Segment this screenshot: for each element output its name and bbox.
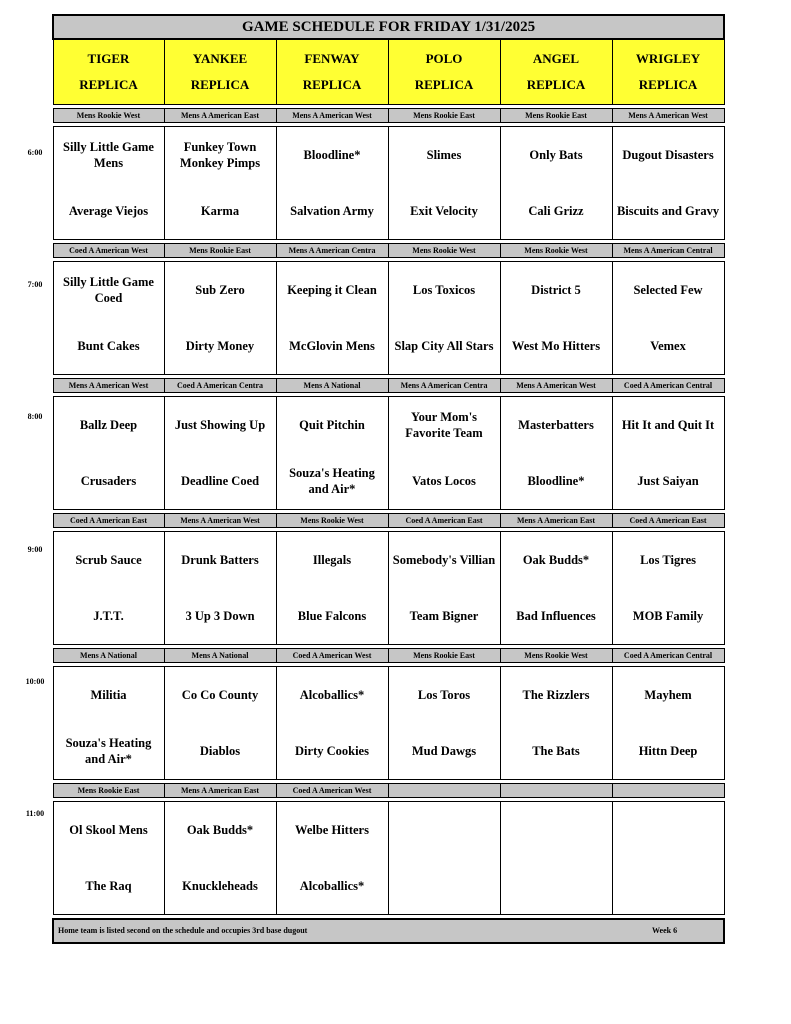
home-team: Hittn Deep — [638, 744, 698, 758]
venue-header — [53, 39, 164, 105]
home-team: Deadline Coed — [180, 474, 260, 488]
division-label: Coed A American West — [276, 784, 388, 798]
game-cell — [500, 127, 612, 240]
home-team: Average Viejos — [68, 204, 149, 218]
home-team: Dirty Money — [185, 339, 255, 353]
away-team: Co Co County — [181, 688, 259, 702]
game-cell — [276, 532, 388, 645]
game-cell — [612, 127, 724, 240]
game-cell — [164, 397, 276, 510]
game-cell — [500, 802, 612, 915]
home-team: Knuckleheads — [182, 879, 258, 893]
schedule-table — [52, 14, 725, 944]
division-label: Coed A American Central — [612, 649, 724, 663]
venue-header — [612, 39, 724, 105]
away-team: Silly Little Game Mens — [63, 140, 154, 170]
division-label: Mens Rookie West — [53, 109, 164, 123]
game-cell — [53, 802, 164, 915]
division-label: Coed A American West — [276, 649, 388, 663]
division-label: Mens A National — [276, 379, 388, 393]
game-cell — [612, 262, 724, 375]
venue-header-row — [53, 39, 724, 105]
away-team: Somebody's Villian — [392, 553, 496, 567]
time-label-9pm: 9:00 — [27, 545, 43, 554]
game-cell — [164, 667, 276, 780]
away-team: Masterbatters — [518, 418, 594, 432]
game-row — [53, 262, 724, 375]
home-team: Alcoballics* — [299, 879, 365, 893]
venue-header — [164, 39, 276, 105]
home-team: MOB Family — [632, 609, 704, 623]
game-cell — [388, 262, 500, 375]
away-team: Hit It and Quit It — [621, 418, 715, 432]
game-cell — [500, 667, 612, 780]
away-team: Funkey Town Monkey Pimps — [179, 140, 261, 170]
home-team — [613, 858, 724, 914]
venue-subtitle: REPLICA — [526, 77, 586, 92]
game-row — [53, 802, 724, 915]
game-cell — [53, 127, 164, 240]
division-row — [53, 109, 724, 123]
home-team — [501, 858, 612, 914]
away-team — [613, 802, 724, 858]
home-team: Bad Influences — [516, 609, 596, 623]
division-label: Coed A American East — [612, 514, 724, 528]
venue-subtitle: REPLICA — [302, 77, 362, 92]
away-team: The Rizzlers — [522, 688, 590, 702]
division-label: Mens Rookie East — [388, 109, 500, 123]
home-team: Diablos — [199, 744, 241, 758]
venue-name: POLO — [425, 51, 463, 66]
division-label: Mens A American West — [164, 514, 276, 528]
division-label: Mens Rookie East — [500, 109, 612, 123]
venue-subtitle: REPLICA — [190, 77, 250, 92]
time-label-7pm: 7:00 — [27, 280, 43, 289]
away-team — [389, 802, 500, 858]
away-team: Keeping it Clean — [287, 283, 377, 297]
game-cell — [53, 667, 164, 780]
venue-header — [500, 39, 612, 105]
game-cell — [164, 532, 276, 645]
home-team: Salvation Army — [290, 204, 374, 218]
venue-subtitle: REPLICA — [79, 77, 138, 92]
game-cell — [500, 262, 612, 375]
away-team: Scrub Sauce — [75, 553, 142, 567]
away-team: Ol Skool Mens — [69, 823, 148, 837]
footer-note: Home team is listed second on the schedule and occupies 3rd base dugout — [58, 926, 308, 935]
division-label: Coed A American Central — [612, 379, 724, 393]
division-row — [53, 514, 724, 528]
venue-name: YANKEE — [192, 51, 248, 66]
division-label — [388, 784, 500, 798]
away-team: Los Tigres — [640, 553, 696, 567]
away-team: Mayhem — [644, 688, 692, 702]
division-label: Mens Rookie East — [53, 784, 164, 798]
footer-row — [53, 919, 724, 943]
away-team: Welbe Hitters — [295, 823, 369, 837]
home-team: McGlovin Mens — [289, 339, 375, 353]
venue-header — [388, 39, 500, 105]
division-label — [612, 784, 724, 798]
game-cell — [500, 397, 612, 510]
division-label: Mens A National — [53, 649, 164, 663]
away-team: Oak Budds* — [186, 823, 254, 837]
game-cell — [276, 802, 388, 915]
home-team: 3 Up 3 Down — [185, 609, 255, 623]
division-label: Mens Rookie West — [500, 649, 612, 663]
away-team: Slimes — [426, 148, 462, 162]
home-team: Souza's Heating and Air* — [289, 466, 375, 496]
division-label: Mens A American West — [612, 109, 724, 123]
away-team: Selected Few — [633, 283, 703, 297]
away-team: District 5 — [531, 283, 581, 297]
venue-name: WRIGLEY — [635, 51, 701, 66]
division-label: Mens A American East — [164, 109, 276, 123]
game-cell — [388, 397, 500, 510]
venue-name: FENWAY — [304, 51, 360, 66]
division-row — [53, 649, 724, 663]
game-cell — [53, 397, 164, 510]
away-team: Just Showing Up — [174, 418, 266, 432]
game-cell — [53, 532, 164, 645]
home-team: Vemex — [650, 339, 686, 353]
division-label: Mens Rookie East — [388, 649, 500, 663]
game-cell — [388, 532, 500, 645]
division-label: Mens A American East — [164, 784, 276, 798]
home-team: Mud Dawgs — [411, 744, 477, 758]
away-team: Oak Budds* — [522, 553, 590, 567]
home-team: Bunt Cakes — [77, 339, 140, 353]
division-label: Coed A American West — [53, 244, 164, 258]
game-row — [53, 532, 724, 645]
home-team: West Mo Hitters — [511, 339, 601, 353]
home-team: Vatos Locos — [412, 474, 476, 488]
home-team: Souza's Heating and Air* — [65, 736, 152, 766]
division-label: Coed A American Centra — [164, 379, 276, 393]
division-label — [500, 784, 612, 798]
division-label: Mens A American Centra — [276, 244, 388, 258]
week-label: Week 6 — [652, 926, 678, 935]
home-team: Biscuits and Gravy — [616, 204, 720, 218]
division-label: Mens Rookie East — [164, 244, 276, 258]
venue-name: ANGEL — [532, 51, 580, 66]
away-team: Los Toxicos — [412, 283, 476, 297]
away-team: Dugout Disasters — [622, 148, 714, 162]
away-team: Ballz Deep — [79, 418, 138, 432]
division-row — [53, 784, 724, 798]
schedule-title: GAME SCHEDULE FOR FRIDAY 1/31/2025 — [53, 15, 724, 39]
division-label: Mens A American East — [500, 514, 612, 528]
game-cell — [53, 262, 164, 375]
game-cell — [612, 667, 724, 780]
home-team: Team Bigner — [409, 609, 479, 623]
away-team: Illegals — [312, 553, 352, 567]
game-row — [53, 127, 724, 240]
game-cell — [388, 802, 500, 915]
home-team: Bloodline* — [527, 474, 585, 488]
division-label: Mens A American West — [276, 109, 388, 123]
division-label: Mens A American Centra — [388, 379, 500, 393]
division-label: Mens A American Central — [612, 244, 724, 258]
away-team: Los Toros — [417, 688, 471, 702]
home-team: Crusaders — [80, 474, 137, 488]
division-label: Mens Rookie West — [276, 514, 388, 528]
footer-bar — [53, 919, 724, 943]
division-row — [53, 379, 724, 393]
home-team: Slap City All Stars — [394, 339, 494, 353]
away-team: Your Mom's Favorite Team — [405, 410, 483, 440]
home-team: Karma — [200, 204, 240, 218]
home-team — [389, 858, 500, 914]
division-label: Mens A American West — [500, 379, 612, 393]
home-team: J.T.T. — [93, 609, 124, 623]
time-label-6pm: 6:00 — [27, 148, 43, 157]
division-label: Coed A American East — [53, 514, 164, 528]
away-team: Quit Pitchin — [299, 418, 365, 432]
venue-subtitle: REPLICA — [638, 77, 698, 92]
game-cell — [276, 667, 388, 780]
division-label: Mens Rookie West — [388, 244, 500, 258]
away-team: Only Bats — [529, 148, 583, 162]
game-cell — [276, 397, 388, 510]
venue-header — [276, 39, 388, 105]
home-team: Dirty Cookies — [295, 744, 369, 758]
time-label-8pm: 8:00 — [27, 412, 43, 421]
away-team: Sub Zero — [195, 283, 245, 297]
away-team: Militia — [90, 688, 127, 702]
time-label-11pm: 11:00 — [25, 809, 45, 818]
game-cell — [612, 397, 724, 510]
away-team — [501, 802, 612, 858]
division-label: Coed A American East — [388, 514, 500, 528]
home-team: The Bats — [532, 744, 580, 758]
venue-name: TIGER — [87, 51, 130, 66]
game-cell — [276, 262, 388, 375]
away-team: Silly Little Game Coed — [63, 275, 154, 305]
game-cell — [164, 127, 276, 240]
game-cell — [276, 127, 388, 240]
game-row — [53, 397, 724, 510]
home-team: Just Saiyan — [637, 474, 699, 488]
away-team: Bloodline* — [303, 148, 361, 162]
home-team: Exit Velocity — [410, 204, 478, 218]
home-team: Cali Grizz — [528, 204, 584, 218]
game-cell — [164, 802, 276, 915]
division-label: Mens A American West — [53, 379, 164, 393]
division-label: Mens Rookie West — [500, 244, 612, 258]
game-cell — [164, 262, 276, 375]
time-label-10pm: 10:00 — [25, 677, 45, 686]
away-team: Drunk Batters — [181, 553, 259, 567]
division-label: Mens A National — [164, 649, 276, 663]
game-row — [53, 667, 724, 780]
game-cell — [388, 667, 500, 780]
away-team: Alcoballics* — [299, 688, 365, 702]
game-cell — [612, 802, 724, 915]
home-team: The Raq — [85, 879, 132, 893]
game-cell — [388, 127, 500, 240]
home-team: Blue Falcons — [297, 609, 367, 623]
venue-subtitle: REPLICA — [414, 77, 474, 92]
game-cell — [612, 532, 724, 645]
game-cell — [500, 532, 612, 645]
division-row — [53, 244, 724, 258]
